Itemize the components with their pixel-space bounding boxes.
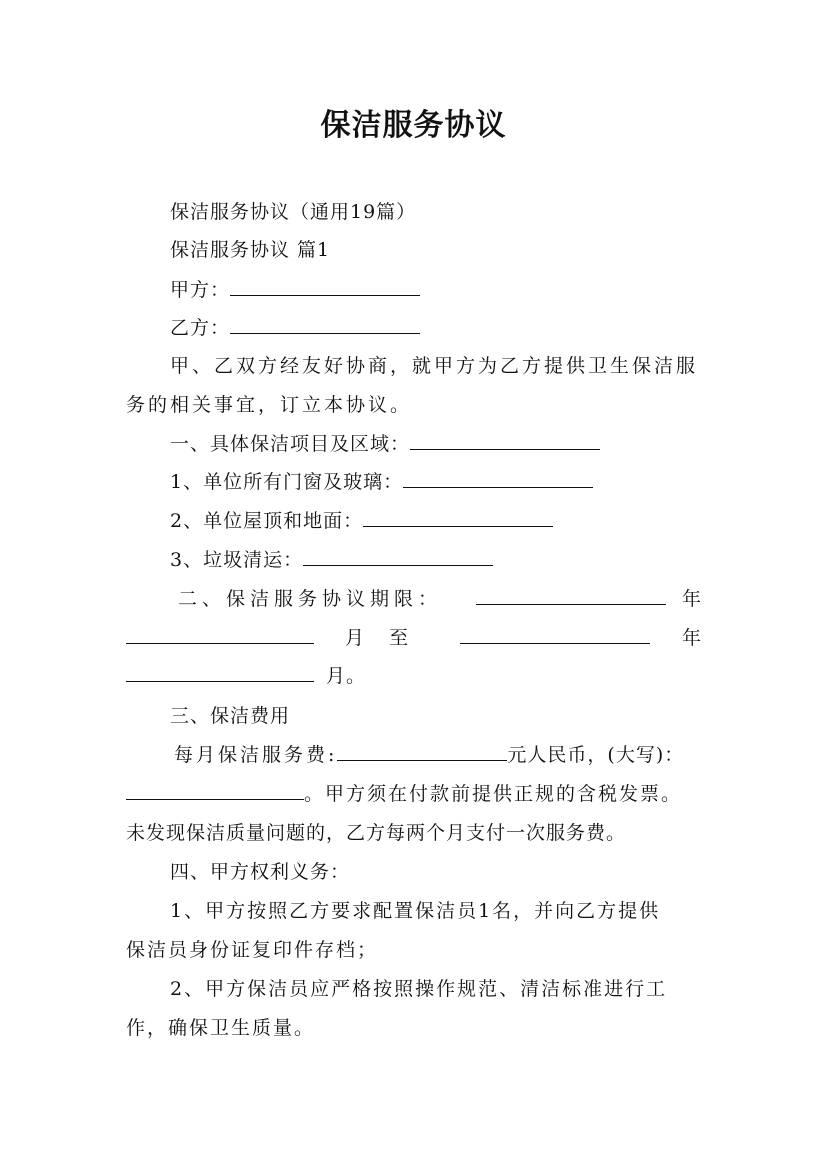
item-2-month-1: 月 (345, 627, 366, 649)
item-1-1-label: 1、单位所有门窗及玻璃： (170, 471, 404, 493)
document-subtitle: 保洁服务协议（通用19篇） (170, 201, 417, 223)
item-4-2-line-b: 作，确保卫生质量。 (126, 1017, 316, 1039)
item-1-2-blank (363, 509, 553, 527)
party-a-line (170, 278, 420, 302)
item-2-blank-2 (126, 626, 314, 644)
section-title: 保洁服务协议 篇1 (170, 239, 331, 261)
intro-line-2: 务的相关事宜，订立本协议。 (126, 394, 413, 416)
item-2-blank-4 (126, 664, 314, 682)
fee-line (174, 743, 684, 767)
item-1-3-line (170, 548, 493, 572)
item-2-blank-2-wrap (126, 626, 314, 650)
item-1-line (170, 432, 600, 456)
item-4-1-line-b: 保洁员身份证复印件存档； (126, 939, 379, 961)
party-a-blank (230, 278, 420, 296)
item-2-year-1: 年 (682, 588, 703, 610)
item-1-blank (410, 432, 600, 450)
item-2-year-2: 年 (682, 627, 703, 649)
item-2-blank-1 (476, 587, 666, 605)
fee-currency-label: 元人民币，(大写)： (507, 744, 685, 766)
item-4-1-line-a: 1、甲方按照乙方要求配置保洁员1名，并向乙方提供 (170, 900, 661, 922)
fee-uppercase-blank (126, 782, 304, 800)
item-1-1-blank (403, 470, 593, 488)
item-2-blank-3-wrap (460, 626, 650, 650)
item-1-2-label: 2、单位屋顶和地面： (170, 510, 364, 532)
party-b-line (170, 316, 420, 340)
item-2-blank-3 (460, 626, 650, 644)
document-title: 保洁服务协议 (320, 108, 507, 143)
item-1-2-line (170, 509, 553, 533)
item-2-label: 二、保洁服务协议期限： (178, 588, 443, 610)
item-1-1-line (170, 470, 593, 494)
item-2-line-3 (126, 664, 366, 688)
item-4-2-line-a: 2、甲方保洁员应严格按照操作规范、清洁标准进行工 (170, 978, 668, 1000)
item-2-month-end: 月。 (326, 665, 367, 687)
item-1-3-label: 3、垃圾清运： (170, 549, 304, 571)
party-b-label: 乙方： (170, 317, 231, 339)
fee-invoice-text: 。甲方须在付款前提供正规的含税发票。 (304, 783, 683, 805)
item-2-to: 至 (389, 627, 410, 649)
fee-payment-text: 未发现保洁质量问题的，乙方每两个月支付一次服务费。 (126, 822, 627, 844)
item-1-label: 一、具体保洁项目及区域： (170, 433, 411, 455)
party-b-blank (230, 316, 420, 334)
fee-amount-blank (337, 743, 507, 761)
item-1-3-blank (303, 548, 493, 566)
party-a-label: 甲方： (170, 279, 231, 301)
item-4-title: 四、甲方权利义务： (170, 861, 351, 883)
fee-invoice-line (126, 782, 682, 806)
fee-label: 每月保洁服务费: (174, 744, 338, 766)
intro-line-1: 甲、乙双方经友好协商，就甲方为乙方提供卫生保洁服 (170, 355, 699, 377)
item-2-blank-1-wrap (476, 587, 666, 611)
item-3-title: 三、保洁费用 (170, 705, 291, 727)
